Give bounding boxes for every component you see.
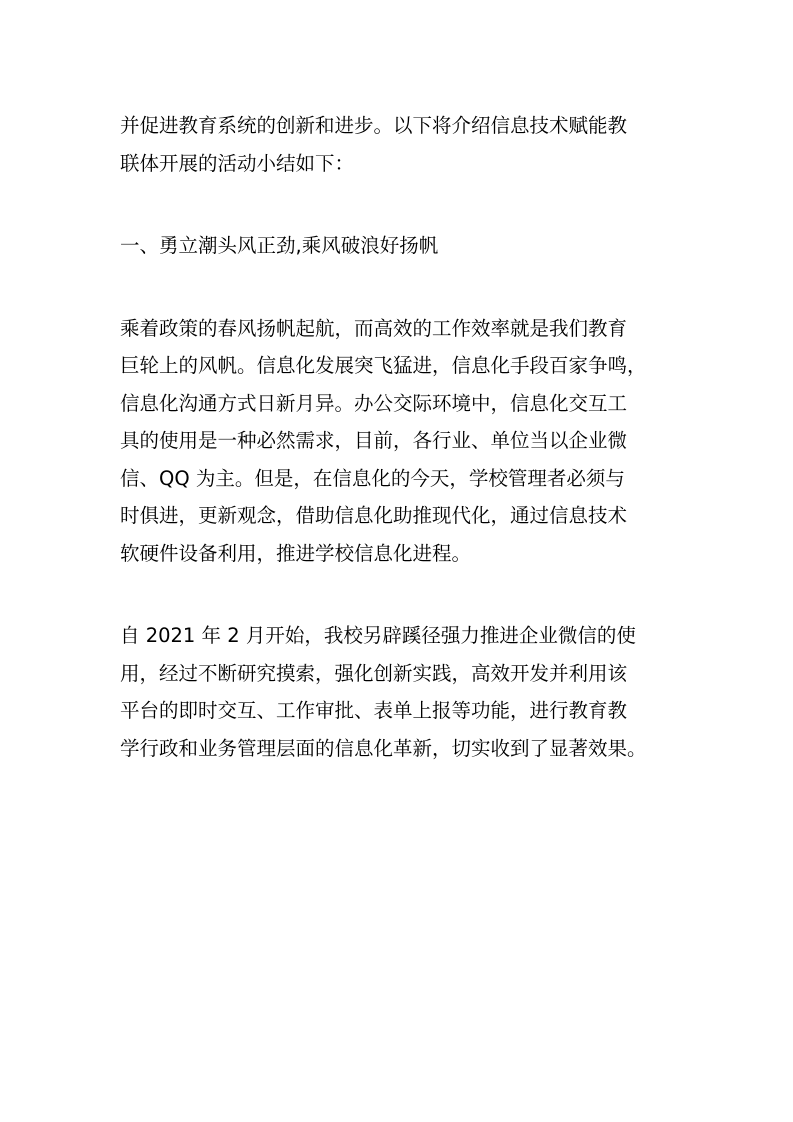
- text-line: 并促进教育系统的创新和进步。以下将介绍信息技术赋能教: [120, 114, 628, 137]
- paragraph-2: [120, 617, 680, 767]
- text-line: 信息化沟通方式日新月异。办公交际环境中，信息化交互工: [120, 391, 628, 415]
- paragraph-spacer: [120, 572, 680, 617]
- document-body: [120, 107, 680, 767]
- text-line: 时俱进，更新观念，借助信息化助推现代化，通过信息技术: [120, 504, 628, 527]
- text-line: 具的使用是一种必然需求，目前，各行业、单位当以企业微: [120, 429, 628, 452]
- text-line: 联体开展的活动小结如下：: [120, 151, 355, 175]
- text-line: 信、QQ 为主。但是，在信息化的今天，学校管理者必须与: [120, 466, 625, 490]
- paragraph-spacer: [120, 182, 680, 227]
- text-line: 乘着政策的春风扬帆起航，而高效的工作效率就是我们教育: [120, 316, 628, 340]
- text-line: 巨轮上的风帆。信息化发展突飞猛进，信息化手段百家争鸣，: [120, 354, 647, 377]
- section-heading: [120, 227, 680, 265]
- text-line: 自 2021 年 2 月开始，我校另辟蹊径强力推进企业微信的使: [120, 624, 636, 647]
- intro-paragraph: [120, 107, 680, 182]
- text-line: 软硬件设备利用，推进学校信息化进程。: [120, 541, 472, 565]
- text-line: 学行政和业务管理层面的信息化革新，切实收到了显著效果。: [120, 736, 647, 760]
- paragraph-spacer: [120, 265, 680, 310]
- paragraph-1: [120, 310, 680, 573]
- text-line: 平台的即时交互、工作审批、表单上报等功能，进行教育教: [120, 699, 628, 722]
- text-line: 用，经过不断研究摸索，强化创新实践，高效开发并利用该: [120, 661, 628, 685]
- heading-text: 一、勇立潮头风正劲,乘风破浪好扬帆: [120, 234, 439, 257]
